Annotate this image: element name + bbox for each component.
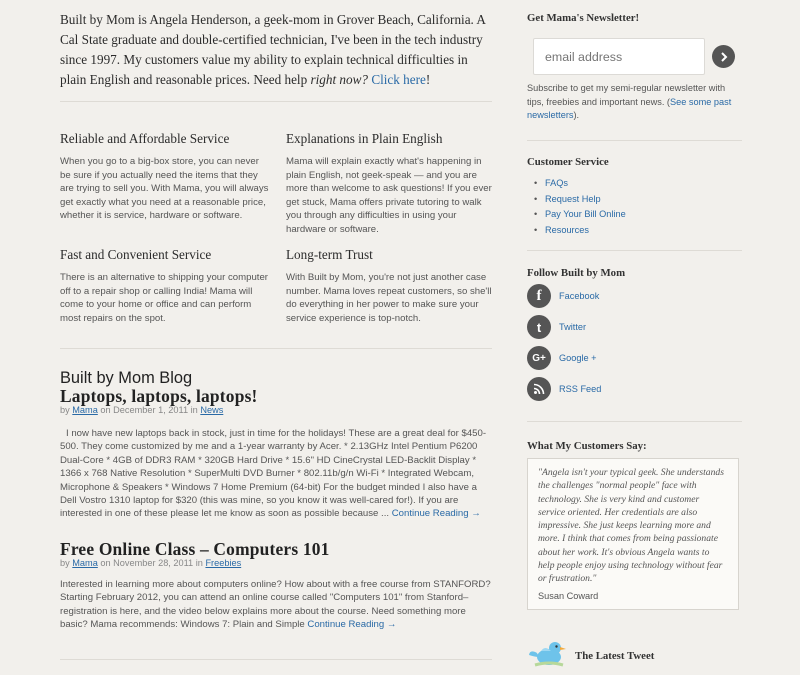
twitter-bird-icon — [527, 635, 567, 669]
twitter-link[interactable]: Twitter — [559, 322, 587, 332]
feature-fast-service — [60, 247, 270, 325]
continue-reading-link[interactable]: Continue Reading → — [307, 619, 397, 631]
post-meta — [60, 558, 241, 568]
feature-title: Fast and Convenient Service — [60, 247, 212, 262]
click-here-link[interactable]: Click here — [371, 72, 426, 87]
author-link[interactable]: Mama — [72, 405, 98, 415]
feature-title: Long-term Trust — [286, 247, 373, 262]
latest-tweet-header — [527, 635, 654, 669]
post-title-link[interactable]: Free Online Class – Computers 101 — [60, 539, 330, 559]
divider — [60, 101, 492, 102]
latest-tweet-heading: The Latest Tweet — [575, 650, 655, 662]
feature-title: Reliable and Affordable Service — [60, 131, 230, 146]
google-plus-icon: G+ — [527, 346, 551, 370]
post-excerpt-text: Interested in learning more about computers online? How about with a free course from STANFORD? Starting February 2012, you can attend an online course called "Computers 101" from Stanford–registration is here, and the video below explains more about the course. Need something more basic? Mama recommends: Windows 7: Plain and Simple — [60, 579, 491, 631]
list-item — [545, 207, 626, 223]
newsletter-text-end: ). — [573, 110, 580, 121]
post-meta — [60, 405, 223, 415]
post-title-link[interactable]: Laptops, laptops, laptops! — [60, 386, 258, 406]
divider — [60, 348, 492, 349]
intro-emphasis: right now? — [310, 72, 369, 87]
follow-heading: Follow Built by Mom — [527, 267, 626, 279]
google-plus-link[interactable]: Google + — [559, 353, 597, 363]
post-excerpt-text: I now have new laptops back in stock, just in time for the holidays! These are a great deal for $450-500. They come customized by me and a 1-year warranty by Acer. * 2.13GHz Intel Pentium P6200 Dual-Core * 4GB of DDR3 RAM * 320GB Hard Drive * 15.6" HD CineCrystal LED-Backlit Display * 1366 x 768 Native Resolution * SuperMulti DVD Burner * 802.11b/g/n Wi-Fi * Integrated Webcam, Microphone & Speakers * Windows 7 Home Premium (64-bit) For the budget minded I also have a Dell Vostro 1310 laptop for $320 (this was mine, so you know it was well-cared for!). If you are interested in one of these please let me know as soon as possible because ... — [60, 428, 487, 520]
category-link[interactable]: Freebies — [205, 558, 242, 568]
list-item — [545, 223, 626, 239]
continue-reading-link[interactable]: Continue Reading → — [391, 508, 481, 520]
rss-glyph-icon — [533, 383, 545, 395]
meta-by: by — [60, 558, 70, 568]
intro-text: Built by Mom is Angela Henderson, a geek-mom in Grover Beach, California. A Cal State graduate and double-certified technician, I've been in the tech industry since 1997. My customers value my ability to explain technical difficulties in plain English and reasonable prices. Need help — [60, 12, 486, 87]
facebook-icon: f — [527, 284, 551, 308]
faqs-link[interactable]: FAQs — [545, 178, 568, 188]
intro-paragraph — [60, 0, 492, 100]
newsletter-heading: Get Mama's Newsletter! — [527, 12, 640, 24]
list-item — [545, 192, 626, 208]
testimonial-box — [527, 458, 739, 610]
post-excerpt — [60, 427, 492, 521]
post-excerpt — [60, 578, 492, 632]
past-newsletters-link[interactable]: See some past newsletters — [527, 96, 732, 121]
divider — [527, 140, 742, 141]
social-twitter[interactable] — [527, 315, 586, 339]
request-help-link[interactable]: Request Help — [545, 193, 601, 204]
twitter-icon: t — [527, 315, 551, 339]
facebook-link[interactable]: Facebook — [559, 291, 600, 301]
feature-plain-english — [286, 131, 496, 237]
meta-date: on November 28, 2011 in — [100, 558, 203, 568]
feature-title: Explanations in Plain English — [286, 131, 443, 146]
feature-body: There is an alternative to shipping your computer off to a repair shop or calling India! Mama will come to your home or office and can perform most repairs on the spot. — [60, 272, 268, 324]
social-rss[interactable] — [527, 377, 601, 401]
email-field[interactable] — [533, 38, 705, 75]
testimonial-author: Susan Coward — [538, 591, 599, 601]
meta-by: by — [60, 405, 70, 415]
divider — [60, 659, 492, 660]
feature-body: Mama will explain exactly what's happening in plain English, not geek-speak — and you are more than welcome to ask questions! If you ever get stuck, Mama offers private tutoring to walk you through any difficulties in using your hardware or software. — [286, 156, 492, 235]
social-google-plus[interactable] — [527, 346, 597, 370]
divider — [527, 250, 742, 251]
feature-long-term-trust — [286, 247, 496, 325]
intro-text-end: ! — [425, 72, 431, 87]
testimonials-heading: What My Customers Say: — [527, 440, 647, 452]
rss-link[interactable]: RSS Feed — [559, 384, 602, 394]
pay-bill-link[interactable]: Pay Your Bill Online — [545, 209, 626, 220]
feature-body: With Built by Mom, you're not just another case number. Mama loves repeat customers, so she'll do everything in her power to make sure your service experience is top-notch. — [286, 272, 492, 324]
divider — [527, 421, 742, 422]
customer-service-heading: Customer Service — [527, 156, 609, 168]
arrow-right-icon — [718, 51, 730, 63]
rss-icon — [527, 377, 551, 401]
main-column — [60, 0, 492, 631]
newsletter-text: Subscribe to get my semi-regular newsletter with tips, freebies and important news. ( — [527, 83, 726, 107]
blog-label: Built by Mom Blog — [60, 369, 193, 387]
feature-reliable-service — [60, 131, 270, 223]
customer-service-list — [545, 176, 626, 238]
meta-date: on December 1, 2011 in — [100, 405, 198, 415]
resources-link[interactable]: Resources — [545, 224, 589, 235]
social-facebook[interactable] — [527, 284, 599, 308]
feature-body: When you go to a big-box store, you can never be sure if you actually need the items that they are trying to sell you. With Mama, you will always get exactly what you need at a reasonable price, whether it is service, hardware or software. — [60, 156, 269, 222]
testimonial-quote: "Angela isn't your typical geek. She understands the challenges "normal people" face with technology. She is very kind and customer service oriented. Her credentials are also impressive. She just keeps learning more and more. I think that comes from being passionate about her work. It's obvious Angela wants to help people enjoy using technology without fear or frustration." — [538, 467, 724, 585]
author-link[interactable]: Mama — [72, 558, 98, 568]
list-item — [545, 176, 626, 192]
subscribe-button[interactable] — [712, 45, 735, 68]
category-link[interactable]: News — [200, 405, 224, 415]
newsletter-description — [527, 82, 742, 123]
